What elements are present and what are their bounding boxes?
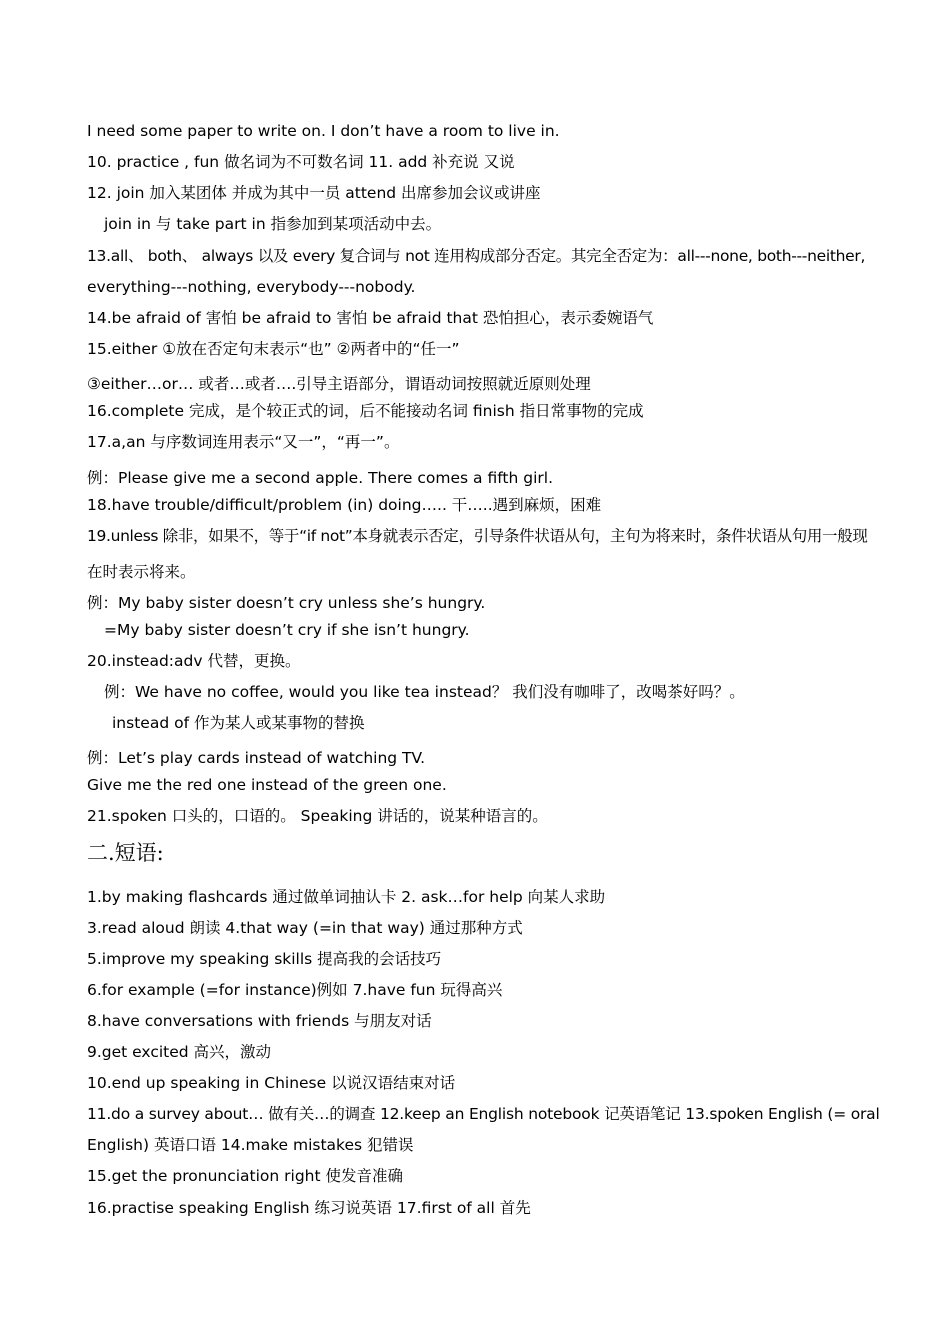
text-line: 11.do a survey about… 做有关…的调查 12.keep an English notebook 记英语笔记 13.spoken English (= oral: [87, 1105, 880, 1123]
text-line: 14.be afraid of 害怕 be afraid to 害怕 be afraid that 恐怕担心，表示委婉语气: [87, 309, 654, 327]
text-line: 例：My baby sister doesn’t cry unless she’s hungry.: [87, 594, 486, 612]
text-line: join in 与 take part in 指参加到某项活动中去。: [104, 215, 442, 233]
text-line: 16.complete 完成，是个较正式的词，后不能接动名词 finish 指日常事物的完成: [87, 402, 644, 420]
text-line: 3.read aloud 朗读 4.that way (=in that way) 通过那种方式: [87, 919, 523, 937]
text-line: everything---nothing, everybody---nobody.: [87, 278, 416, 296]
text-line: 19.unless 除非，如果不，等于“if not”本身就表示否定，引导条件状语从句，主句为将来时，条件状语从句用一般现: [87, 527, 868, 545]
text-line: 5.improve my speaking skills 提高我的会话技巧: [87, 950, 442, 968]
text-line: 9.get excited 高兴，激动: [87, 1043, 272, 1061]
text-line: 13.all、 both、 always 以及 every 复合词与 not 连用构成部分否定。其完全否定为：all---none, both---neither,: [87, 247, 866, 265]
text-line: 16.practise speaking English 练习说英语 17.first of all 首先: [87, 1199, 531, 1217]
text-line: ③either…or… 或者…或者….引导主语部分，谓语动词按照就近原则处理: [87, 375, 591, 393]
text-line: 8.have conversations with friends 与朋友对话: [87, 1012, 432, 1030]
text-line: 15.either ①放在否定句末表示“也” ②两者中的“任一”: [87, 340, 460, 358]
text-line: I need some paper to write on. I don’t have a room to live in.: [87, 122, 560, 140]
text-line: instead of 作为某人或某事物的替换: [112, 714, 365, 732]
text-line: 例：We have no coffee, would you like tea instead？ 我们没有咖啡了，改喝茶好吗？。: [104, 683, 745, 701]
text-line: 例：Please give me a second apple. There comes a fifth girl.: [87, 469, 553, 487]
text-line: 17.a,an 与序数词连用表示“又一”，“再一”。: [87, 433, 400, 451]
text-line: 10.end up speaking in Chinese 以说汉语结束对话: [87, 1074, 456, 1092]
text-line: =My baby sister doesn’t cry if she isn’t hungry.: [104, 621, 470, 639]
text-line: 21.spoken 口头的，口语的。 Speaking 讲话的，说某种语言的。: [87, 807, 548, 825]
text-line: English) 英语口语 14.make mistakes 犯错误: [87, 1136, 414, 1154]
text-line: 20.instead:adv 代替，更换。: [87, 652, 301, 670]
text-line: 15.get the pronunciation right 使发音准确: [87, 1167, 404, 1185]
section-heading: 二.短语:: [87, 841, 164, 865]
text-line: 在时表示将来。: [87, 563, 196, 581]
text-line: 18.have trouble/difficult/problem (in) doing….. 干…..遇到麻烦，困难: [87, 496, 602, 514]
text-line: Give me the red one instead of the green one.: [87, 776, 447, 794]
text-line: 10. practice , fun 做名词为不可数名词 11. add 补充说 又说: [87, 153, 515, 171]
text-line: 6.for example (=for instance)例如 7.have fun 玩得高兴: [87, 981, 503, 999]
text-line: 1.by making flashcards 通过做单词抽认卡 2. ask…for help 向某人求助: [87, 888, 606, 906]
text-line: 12. join 加入某团体 并成为其中一员 attend 出席参加会议或讲座: [87, 184, 541, 202]
text-line: 例：Let’s play cards instead of watching TV.: [87, 749, 426, 767]
